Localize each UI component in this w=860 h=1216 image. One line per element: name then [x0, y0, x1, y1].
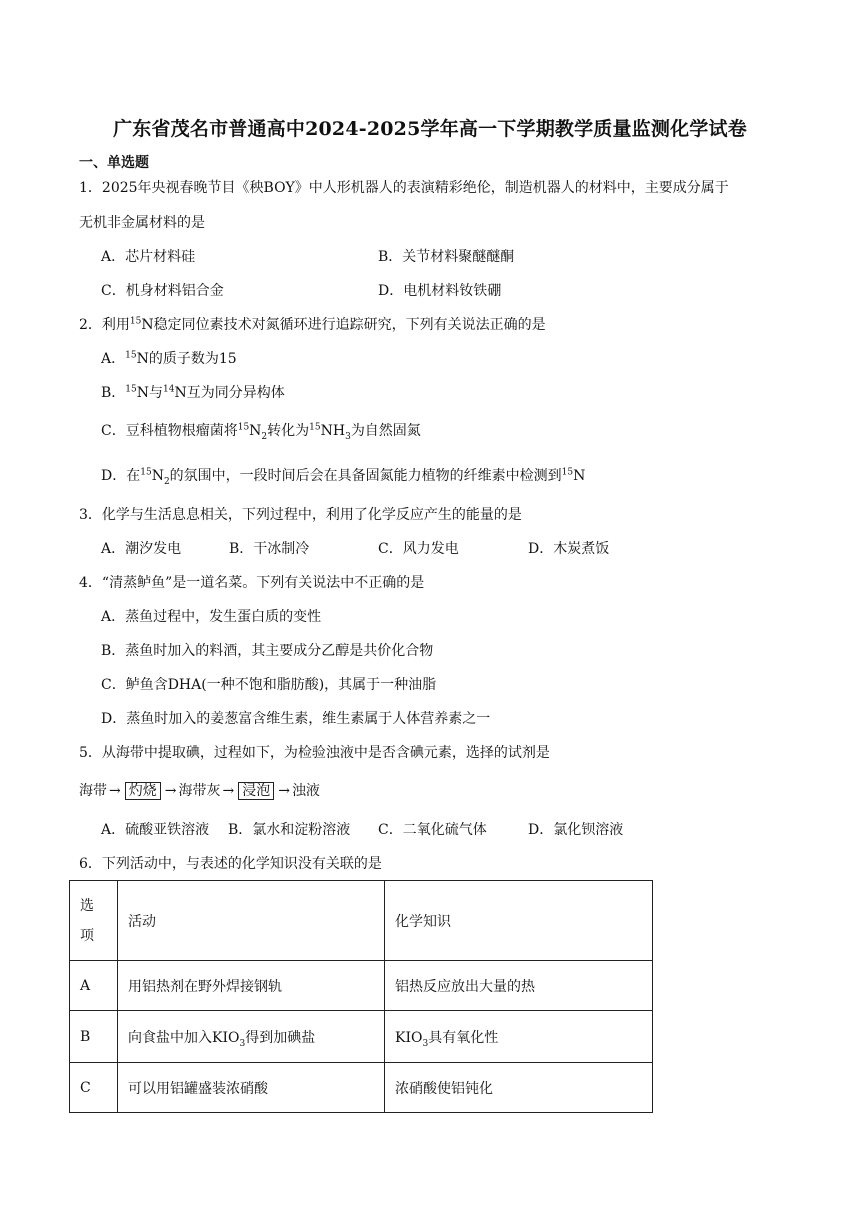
table-row	[70, 1011, 653, 1063]
row-key: A	[70, 961, 118, 1011]
q2-option-d: D．在$^{15}N_2$的氛围中，一段时间后会在具备固氮能力植物的纤维素中检测到$^{15}$N	[101, 467, 586, 487]
header-option-cell: 选 项	[70, 881, 118, 961]
section-heading: 一、单选题	[79, 155, 149, 171]
q5-stem: 5．从海带中提取碘，过程如下，为检验浊液中是否含碘元素，选择的试剂是	[79, 745, 550, 761]
q4-option-d: D．蒸鱼时加入的姜葱富含维生素，维生素属于人体营养素之一	[101, 711, 491, 727]
header-activity-cell: 活动	[118, 881, 385, 961]
header-knowledge-cell: 化学知识	[385, 881, 653, 961]
row-knowledge: 浓硝酸使铝钝化	[385, 1063, 653, 1113]
q1-option-a: A．芯片材料硅	[101, 249, 196, 265]
q4-option-b: B．蒸鱼时加入的料酒，其主要成分乙醇是共价化合物	[101, 643, 434, 659]
q2-option-a: A．$^{15}$N的质子数为15	[101, 350, 237, 367]
q3-stem: 3．化学与生活息息相关，下列过程中，利用了化学反应产生的能量的是	[79, 507, 522, 523]
q6-table	[69, 880, 653, 1113]
q1-stem-line1: 1．2025年央视春晚节目《秧BOY》中人形机器人的表演精彩绝伦，制造机器人的材料中，主要成分属于	[79, 180, 729, 196]
q4-option-c: C．鲈鱼含DHA(一种不饱和脂肪酸)，其属于一种油脂	[101, 677, 437, 693]
q2-stem: 2．利用$^{15}$N稳定同位素技术对氮循环进行追踪研究，下列有关说法正确的是	[79, 316, 546, 333]
row-activity: 可以用铝罐盛装浓硝酸	[118, 1063, 385, 1113]
row-knowledge: 铝热反应放出大量的热	[385, 961, 653, 1011]
q3-option-d: D．木炭煮饭	[528, 541, 610, 557]
q4-option-a: A．蒸鱼过程中，发生蛋白质的变性	[101, 609, 322, 625]
row-key: C	[70, 1063, 118, 1113]
q1-option-d: D．电机材料钕铁硼	[378, 283, 502, 299]
row-activity: 向食盐中加入$KIO_3$得到加碘盐	[118, 1011, 385, 1063]
q3-option-a: A．潮汐发电	[101, 541, 182, 557]
table-header-row	[70, 881, 653, 961]
table-row	[70, 961, 653, 1011]
q5-option-d: D．氯化钡溶液	[528, 822, 624, 838]
q2-option-b: B．$^{15}$N与$^{14}$N互为同分异构体	[101, 384, 285, 401]
row-knowledge: $KIO_3$具有氧化性	[385, 1011, 653, 1063]
row-activity: 用铝热剂在野外焊接钢轨	[118, 961, 385, 1011]
q5-option-b: B．氯水和淀粉溶液	[228, 822, 351, 838]
q1-option-b: B．关节材料聚醚醚酮	[378, 249, 515, 265]
q5-option-c: C．二氧化硫气体	[378, 822, 487, 838]
q4-stem: 4．“清蒸鲈鱼”是一道名菜。下列有关说法中不正确的是	[79, 575, 425, 591]
q1-option-c: C．机身材料铝合金	[101, 283, 224, 299]
table-row	[70, 1063, 653, 1113]
q1-stem-line2: 无机非金属材料的是	[79, 215, 205, 231]
q2-option-c: C．豆科植物根瘤菌将$^{15}N_2$转化为$^{15}NH_3$为自然固氮	[101, 422, 421, 442]
row-key: B	[70, 1011, 118, 1063]
q3-option-b: B．干冰制冷	[229, 541, 310, 557]
page-title: 广东省茂名市普通高中2024-2025学年高一下学期教学质量监测化学试卷	[113, 118, 747, 140]
q5-option-a: A．硫酸亚铁溶液	[101, 822, 210, 838]
q5-flow: 海带 → 灼烧 → 海带灰 → 浸泡 → 浊液	[79, 783, 320, 799]
q6-stem: 6．下列活动中，与表述的化学知识没有关联的是	[79, 856, 382, 872]
q3-option-c: C．风力发电	[378, 541, 459, 557]
